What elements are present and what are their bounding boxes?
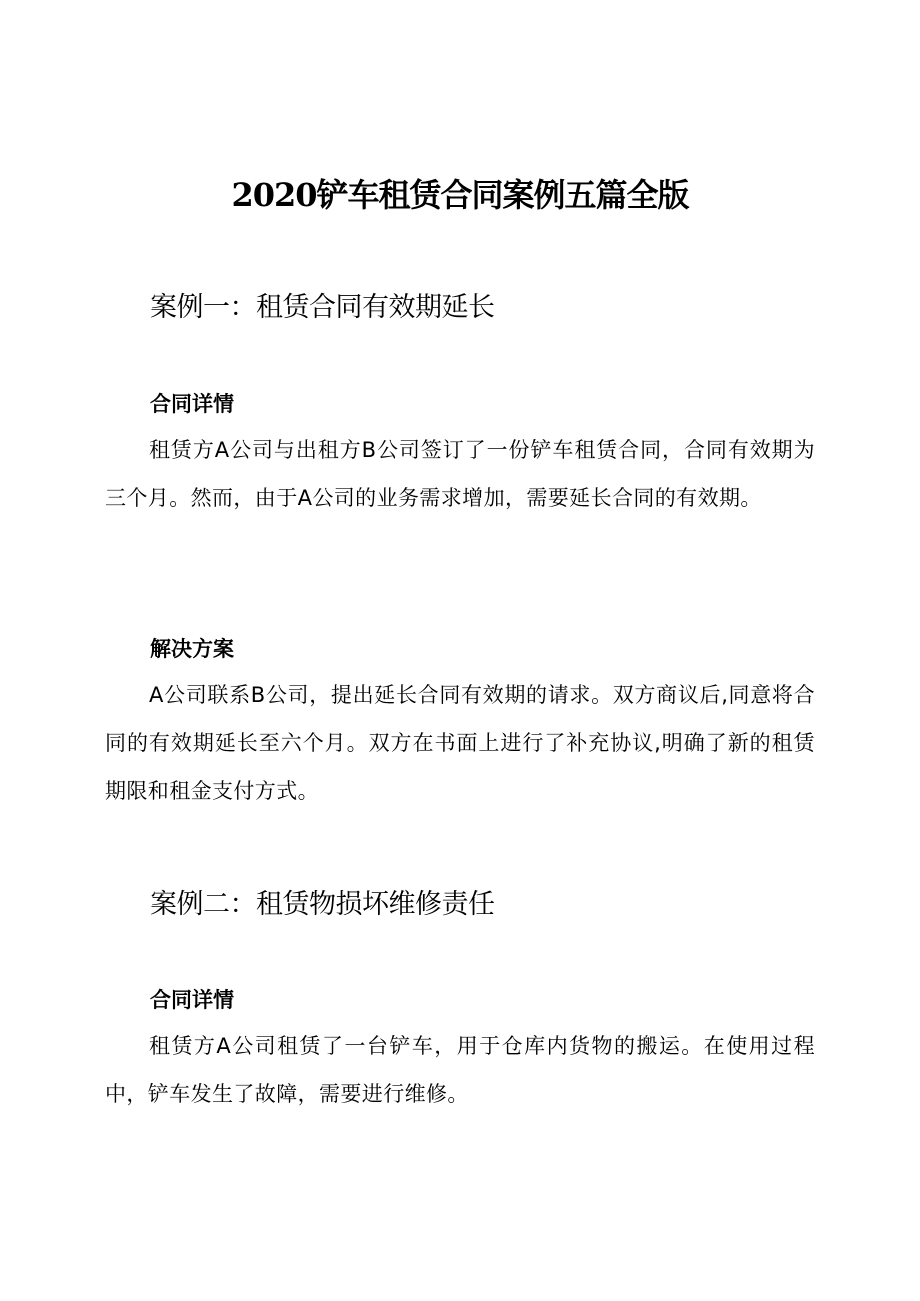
- case-1-details-heading: 合同详情: [150, 392, 234, 416]
- case-2-details-text: 租赁方A公司租赁了一台铲车，用于仓库内货物的搬运。在使用过程中，铲车发生了故障，需要进行维修。: [105, 1034, 815, 1106]
- document-title: 2020铲车租赁合同案例五篇全版: [231, 176, 689, 214]
- case-2-heading: 案例二：租赁物损坏维修责任: [150, 889, 495, 920]
- case-1-solution-text: A公司联系B公司，提出延长合同有效期的请求。双方商议后,同意将合同的有效期延长至六个月。双方在书面上进行了补充协议,明确了新的租赁期限和租金支付方式。: [105, 683, 815, 803]
- case-2-details-heading: 合同详情: [150, 988, 234, 1012]
- case-1-solution-heading: 解决方案: [150, 637, 234, 661]
- case-1-heading: 案例一：租赁合同有效期延长: [150, 292, 495, 323]
- case-1-details-text: 租赁方A公司与出租方B公司签订了一份铲车租赁合同，合同有效期为三个月。然而，由于A公司的业务需求增加，需要延长合同的有效期。: [105, 438, 815, 510]
